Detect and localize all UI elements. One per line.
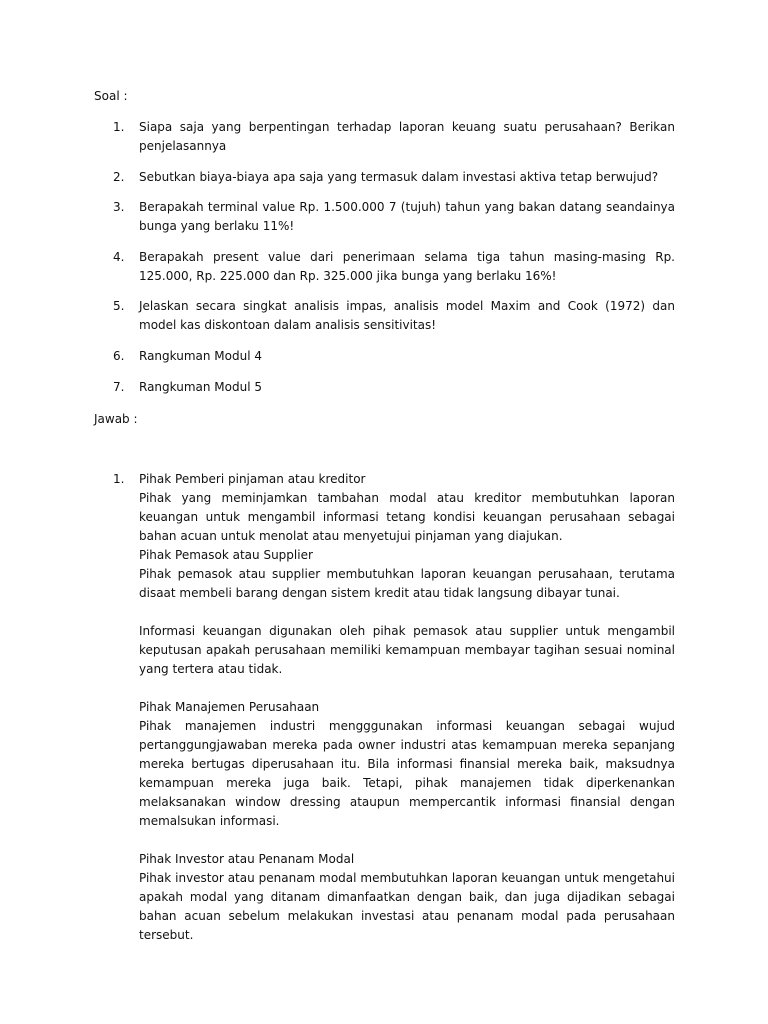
- supplier-paragraph-2: Informasi keuangan digunakan oleh pihak pemasok atau supplier untuk mengambil keputusan apakah perusahaan memiliki kemampuan membayar tagihan sesuai nominal yang tertera atau tidak.: [139, 624, 675, 676]
- question-number: 6.: [113, 349, 125, 363]
- question-number: 2.: [113, 170, 125, 184]
- investor-heading: Pihak Investor atau Penanam Modal: [139, 852, 355, 866]
- question-number: 5.: [113, 299, 125, 313]
- question-text: Sebutkan biaya-biaya apa saja yang termasuk dalam investasi aktiva tetap berwujud?: [139, 170, 659, 184]
- jawab-heading: Jawab :: [94, 412, 138, 426]
- supplier-paragraph: Pihak pemasok atau supplier membutuhkan laporan keuangan perusahaan, terutama disaat membeli barang dengan sistem kredit atau tidak langsung dibayar tunai.: [139, 567, 675, 600]
- soal-heading: Soal :: [94, 89, 128, 103]
- question-item: [113, 347, 675, 366]
- manajemen-heading: Pihak Manajemen Perusahaan: [139, 700, 320, 714]
- question-text: Berapakah terminal value Rp. 1.500.000 7 (tujuh) tahun yang bakan datang seandainya bunga yang berlaku 11%!: [139, 200, 675, 233]
- question-number: 1.: [113, 120, 125, 134]
- question-number: 7.: [113, 380, 125, 394]
- question-item: [113, 168, 675, 187]
- question-number: 3.: [113, 200, 125, 214]
- question-text: Rangkuman Modul 5: [139, 380, 262, 394]
- question-item: [113, 118, 675, 156]
- question-text: Siapa saja yang berpentingan terhadap laporan keuang suatu perusahaan? Berikan penjelasannya: [139, 120, 675, 153]
- answer-item: [113, 470, 675, 945]
- question-item: [113, 297, 675, 335]
- kreditor-paragraph: Pihak yang meminjamkan tambahan modal atau kreditor membutuhkan laporan keuangan untuk mengambil informasi tetang kondisi keuangan perusahaan sebagai bahan acuan untuk menolat atau menyetujui pinjaman yang diajukan.: [139, 491, 675, 543]
- kreditor-heading: Pihak Pemberi pinjaman atau kreditor: [139, 472, 366, 486]
- answer-body: [139, 470, 675, 945]
- question-item: [113, 248, 675, 286]
- question-item: [113, 378, 675, 397]
- question-text: Rangkuman Modul 4: [139, 349, 262, 363]
- question-item: [113, 198, 675, 236]
- question-text: Jelaskan secara singkat analisis impas, analisis model Maxim and Cook (1972) dan model kas diskontoan dalam analisis sensitivitas!: [139, 299, 675, 332]
- question-number: 4.: [113, 250, 125, 264]
- question-text: Berapakah present value dari penerimaan selama tiga tahun masing-masing Rp. 125.000, Rp. 225.000 dan Rp. 325.000 jika bunga yang berlaku 16%!: [139, 250, 675, 283]
- supplier-heading: Pihak Pemasok atau Supplier: [139, 548, 313, 562]
- investor-paragraph: Pihak investor atau penanam modal membutuhkan laporan keuangan untuk mengetahui apakah modal yang ditanam dimanfaatkan dengan baik, dan juga dijadikan sebagai bahan acuan sebelum melakukan investasi atau penanam modal pada perusahaan tersebut.: [139, 871, 675, 942]
- answer-number: 1.: [113, 472, 125, 486]
- manajemen-paragraph: Pihak manajemen industri mengggunakan informasi keuangan sebagai wujud pertanggungjawaban mereka pada owner industri atas kemampuan mereka sepanjang mereka bertugas diperusahaan itu. Bila informasi finansial mereka baik, maksudnya kemampuan mereka juga baik. Tetapi, pihak manajemen tidak diperkenankan melaksanakan window dressing ataupun mempercantik informasi finansial dengan memalsukan informasi.: [139, 719, 675, 828]
